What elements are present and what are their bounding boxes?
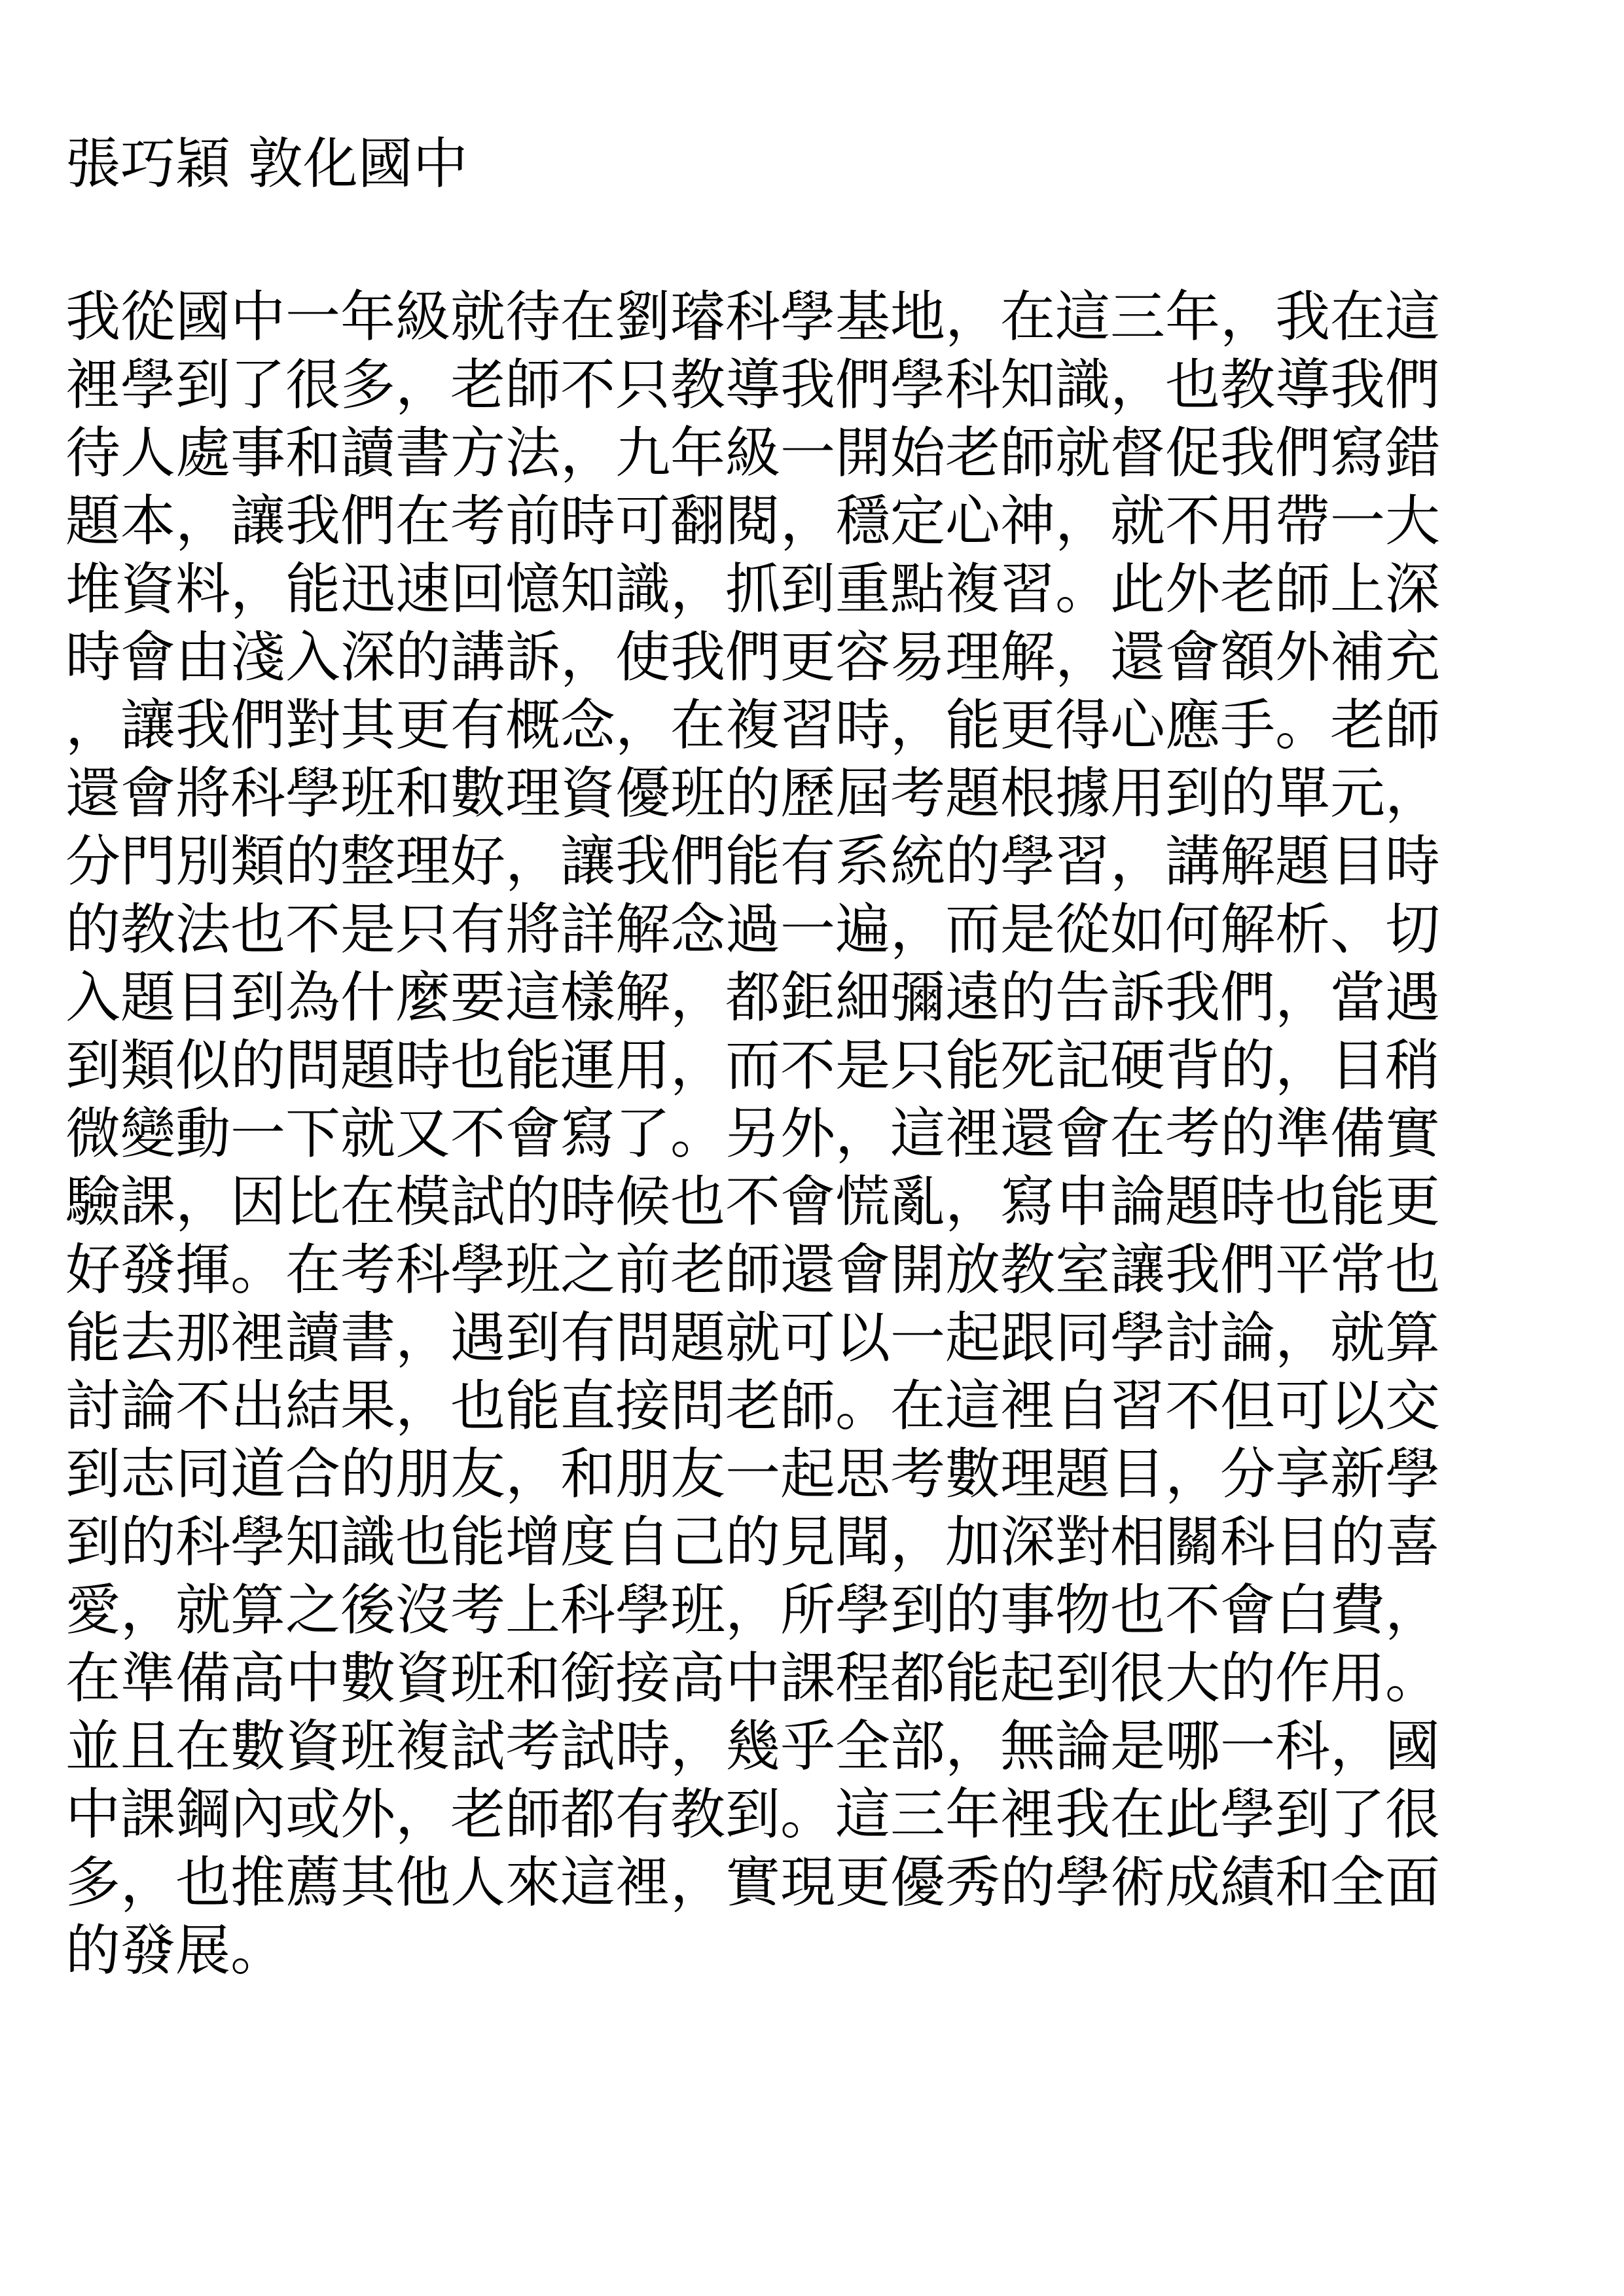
body-line: 到類似的問題時也能運用，而不是只能死記硬背的，目稍 xyxy=(65,1033,1441,1098)
body-line: 的教法也不是只有將詳解念過一遍，而是從如何解析、切 xyxy=(65,897,1441,961)
body-line: 的發展。 xyxy=(65,1918,286,1982)
body-line: 入題目到為什麼要這樣解，都鉅細彌遠的告訴我們，當遇 xyxy=(65,965,1441,1030)
body-line: 愛，就算之後沒考上科學班，所學到的事物也不會白費， xyxy=(65,1578,1441,1642)
body-line: 並且在數資班複試考試時，幾乎全部，無論是哪一科，國 xyxy=(65,1714,1441,1778)
body-line: 時會由淺入深的講訴，使我們更容易理解，還會額外補充 xyxy=(65,625,1441,689)
document-title: 張巧穎 敦化國中 xyxy=(65,132,468,196)
body-line: 能去那裡讀書，遇到有問題就可以一起跟同學討論，就算 xyxy=(65,1306,1441,1370)
body-line: ，讓我們對其更有概念，在複習時，能更得心應手。老師 xyxy=(65,693,1441,757)
body-line: 待人處事和讀書方法，九年級一開始老師就督促我們寫錯 xyxy=(65,421,1441,485)
body-line: 中課鋼內或外，老師都有教到。這三年裡我在此學到了很 xyxy=(65,1782,1441,1846)
body-line: 微變動一下就又不會寫了。另外，這裡還會在考的準備實 xyxy=(65,1102,1441,1166)
body-line: 堆資料，能迅速回憶知識，抓到重點複習。此外老師上深 xyxy=(65,557,1441,621)
body-line: 裡學到了很多，老師不只教導我們學科知識，也教導我們 xyxy=(65,353,1441,417)
body-line: 在準備高中數資班和銜接高中課程都能起到很大的作用。 xyxy=(65,1646,1441,1710)
body-line: 還會將科學班和數理資優班的歷屆考題根據用到的單元， xyxy=(65,761,1441,825)
body-line: 題本，讓我們在考前時可翻閱，穩定心神，就不用帶一大 xyxy=(65,489,1441,553)
body-line: 到志同道合的朋友，和朋友一起思考數理題目，分享新學 xyxy=(65,1442,1441,1506)
body-line: 分門別類的整理好，讓我們能有系統的學習，講解題目時 xyxy=(65,829,1441,893)
body-line: 好發揮。在考科學班之前老師還會開放教室讓我們平常也 xyxy=(65,1238,1441,1302)
body-line: 我從國中一年級就待在劉璿科學基地，在這三年，我在這 xyxy=(65,285,1441,349)
testimonial-body xyxy=(65,283,1571,1984)
body-line: 多，也推薦其他人來這裡，實現更優秀的學術成績和全面 xyxy=(65,1850,1441,1914)
body-line: 到的科學知識也能增度自己的見聞，加深對相關科目的喜 xyxy=(65,1510,1441,1574)
body-line: 驗課，因比在模試的時候也不會慌亂，寫申論題時也能更 xyxy=(65,1170,1441,1234)
body-line: 討論不出結果，也能直接問老師。在這裡自習不但可以交 xyxy=(65,1374,1441,1438)
